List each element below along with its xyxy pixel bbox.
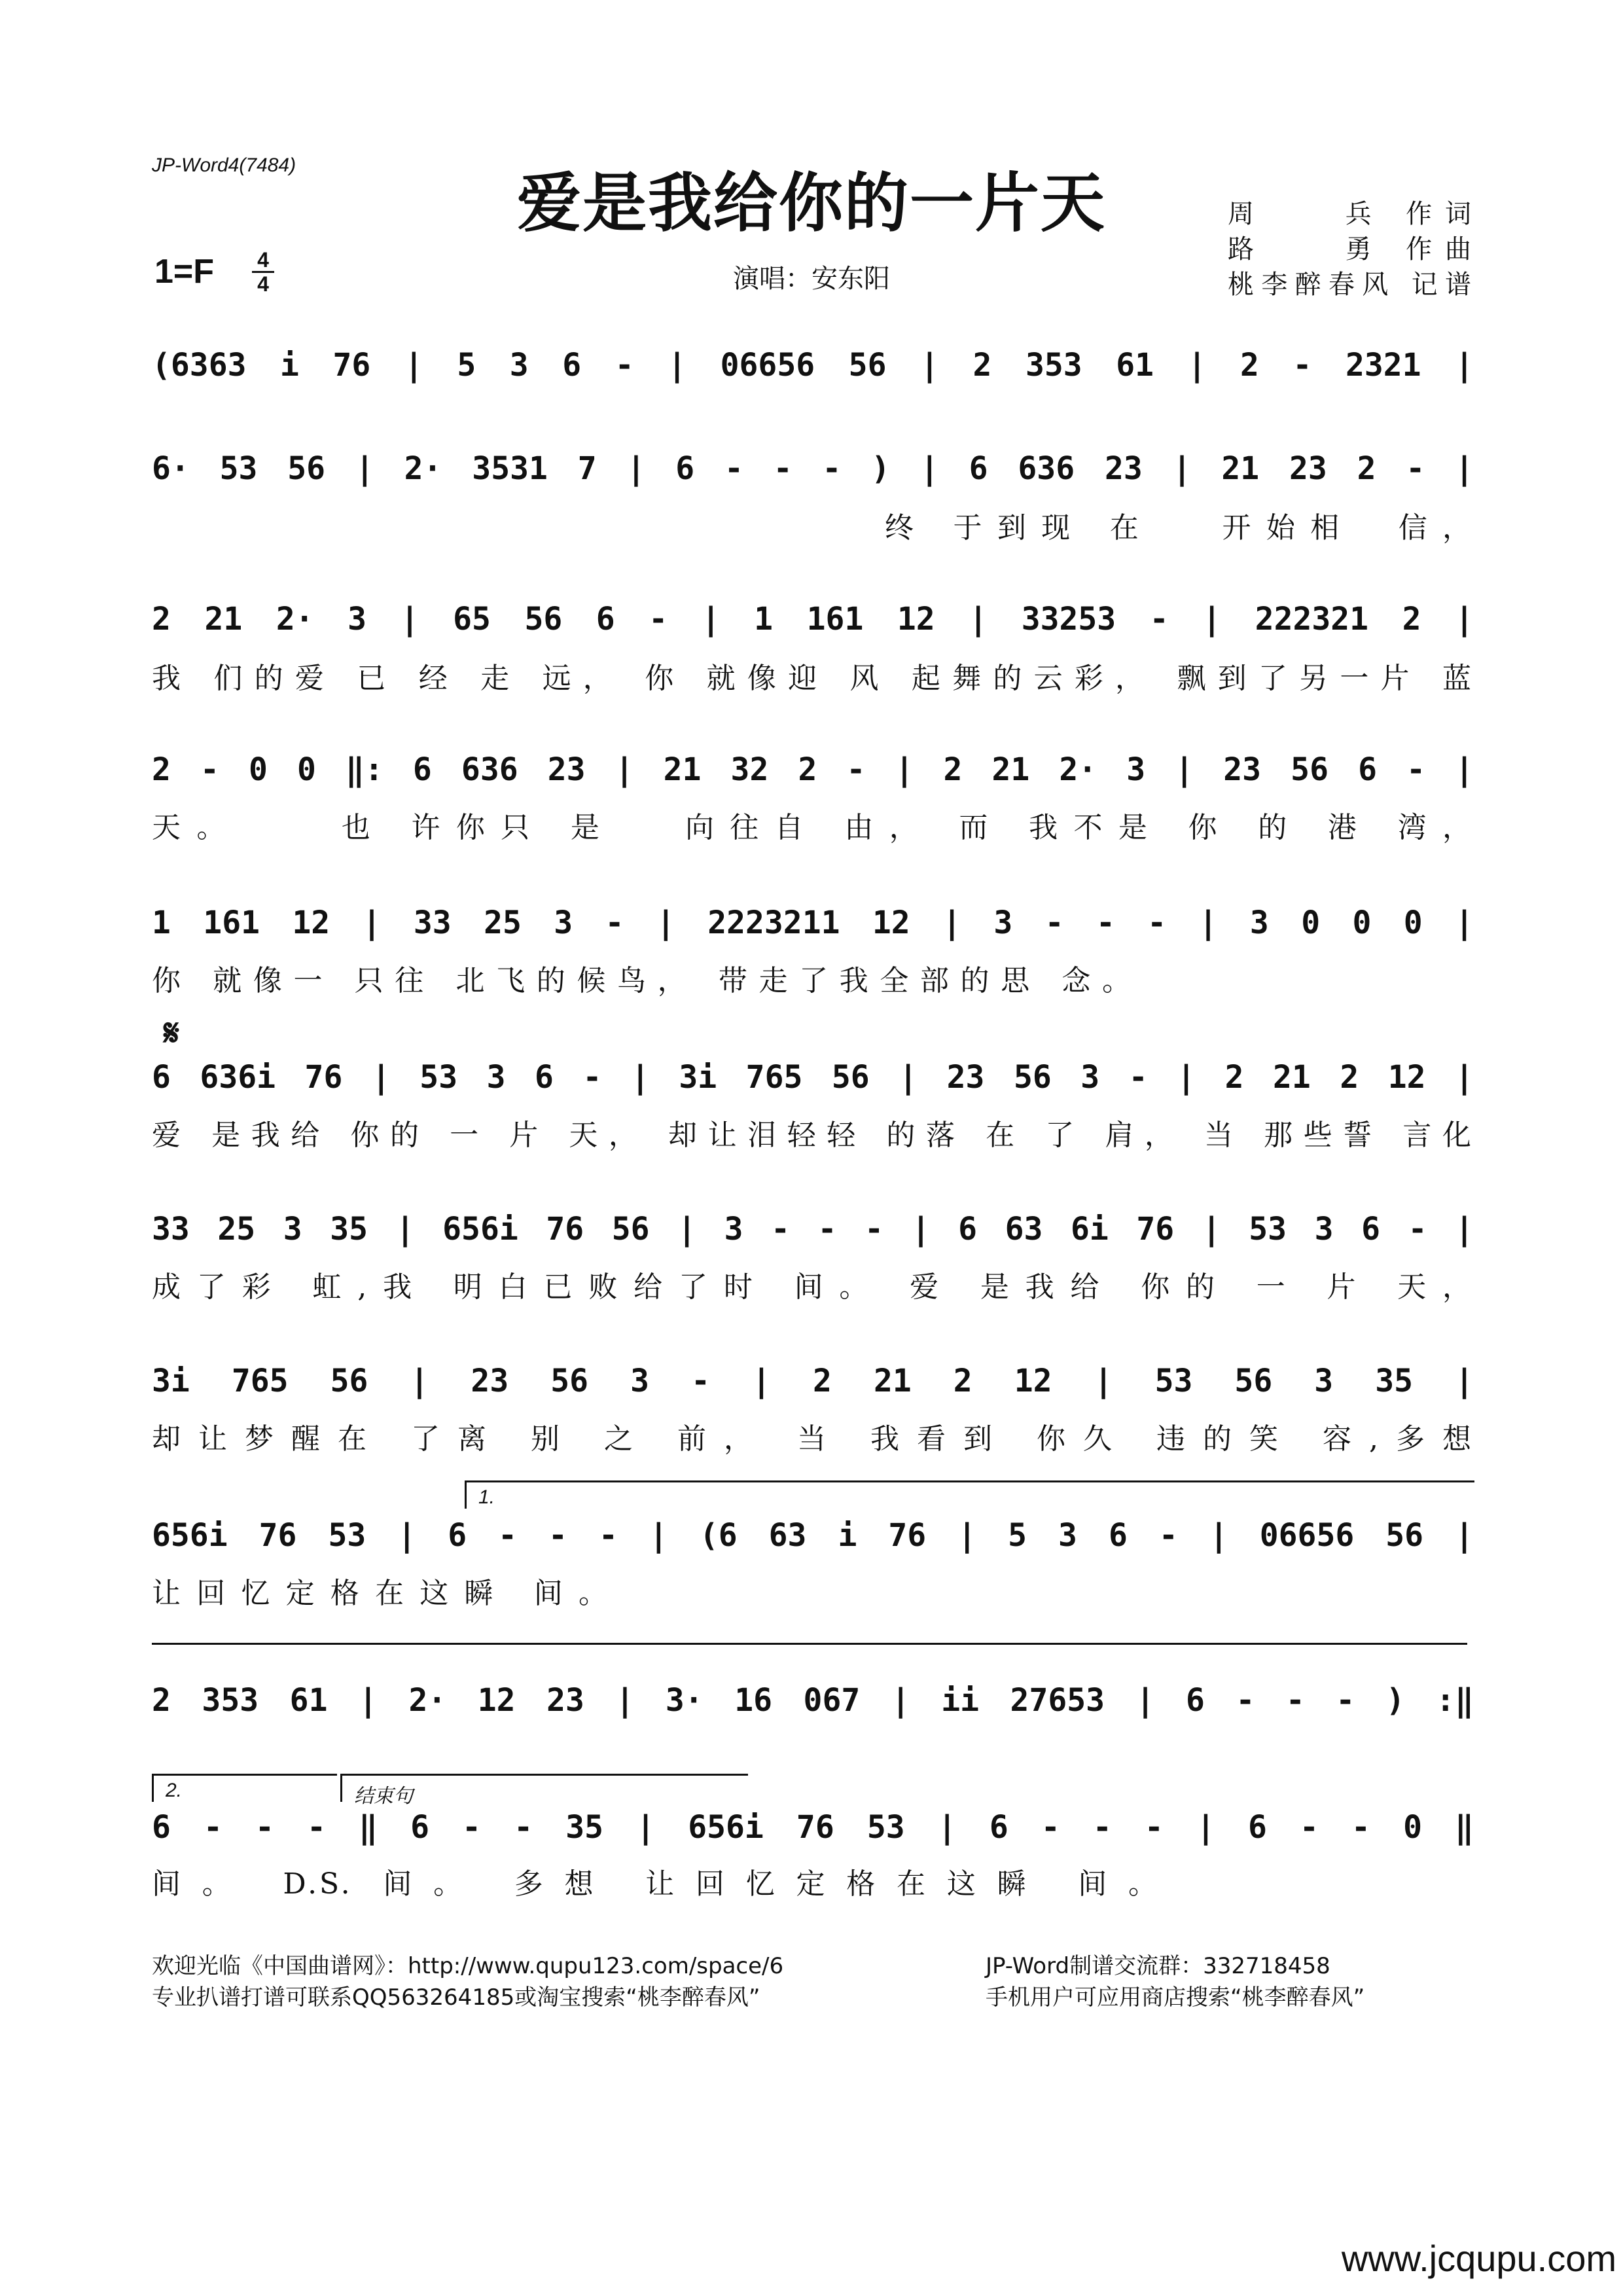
score-line-2-notes: 6· 53 56 | 2· 3531 7 | 6 - - - ) | 6 636 23 | 21 23 2 - | <box>152 450 1474 487</box>
site-watermark: www.jcqupu.com <box>1341 2238 1616 2279</box>
score-line-3-notes: 2 21 2· 3 | 65 56 6 - | 1 161 12 | 33253 - | 222321 2 | <box>152 601 1474 637</box>
coda-label: 结束句 <box>354 1785 413 1808</box>
first-ending-label: 1. <box>478 1486 495 1508</box>
coda-bracket <box>340 1774 748 1808</box>
score-line-6-notes: 6 636i 76 | 53 3 6 - | 3i 765 56 | 23 56 3 - | 2 21 2 12 | <box>152 1059 1474 1096</box>
score-line-7-lyrics: 成了彩 虹,我 明白已败给了时 间。 爱 是我给 你的 一 片 天， <box>152 1270 1474 1304</box>
footer-site-line: 欢迎光临《中国曲谱网》：http://www.qupu123.com/space/6 <box>152 1953 784 1979</box>
first-ending-bracket <box>465 1480 1474 1509</box>
score-line-9-notes: 656i 76 53 | 6 - - - | (6 63 i 76 | 5 3 6 - | 06656 56 | <box>152 1517 1474 1554</box>
score-line-5-notes: 1 161 12 | 33 25 3 - | 2223211 12 | 3 - - - | 3 0 0 0 | <box>152 905 1474 941</box>
score-line-8-lyrics: 却让梦醒在 了离 别 之 前， 当 我看到 你久 违的笑 容,多想 <box>152 1422 1474 1456</box>
score-line-2-lyrics: 终 于到现 在 开始相 信， <box>885 511 1474 545</box>
key-signature: 1=F <box>154 253 215 291</box>
footer-contact-line: 专业扒谱打谱可联系QQ563264185或淘宝搜索“桃李醉春风” <box>152 1984 760 2011</box>
score-line-7-notes: 33 25 3 35 | 656i 76 56 | 3 - - - | 6 63 6i 76 | 53 3 6 - | <box>152 1211 1474 1247</box>
score-line-1-notes: (6363 i 76 | 5 3 6 - | 06656 56 | 2 353 61 | 2 - 2321 | <box>152 347 1474 384</box>
singer-label: 演唱：安东阳 <box>733 264 890 294</box>
score-line-3-lyrics: 我 们的爱 已 经 走 远， 你 就像迎 风 起舞的云彩， 飘到了另一片 蓝 <box>152 662 1474 695</box>
score-line-4-notes: 2 - 0 0 ‖: 6 636 23 | 21 32 2 - | 2 21 2· 3 | 23 56 6 - | <box>152 751 1474 788</box>
footer-group-line: JP-Word制谱交流群：332718458 <box>986 1953 1330 1979</box>
score-line-4-lyrics: 天。 也 许你只 是 向往自 由， 而 我不是 你 的 港 湾， <box>152 811 1474 844</box>
time-denominator: 4 <box>257 272 269 296</box>
score-line-11-lyrics: 间。 D.S. 间。 多想 让回忆定格在这瞬 间。 <box>152 1867 1160 1901</box>
segno-sign: 𝄋 <box>164 1011 180 1054</box>
footer-app-line: 手机用户可应用商店搜索“桃李醉春风” <box>986 1984 1365 2011</box>
score-line-8-notes: 3i 765 56 | 23 56 3 - | 2 21 2 12 | 53 56 3 35 | <box>152 1363 1474 1399</box>
score-line-11-notes: 6 - - - ‖ 6 - - 35 | 656i 76 53 | 6 - - - | 6 - - 0 ‖ <box>152 1809 1474 1846</box>
score-line-5-lyrics: 你 就像一 只往 北飞的候鸟， 带走了我全部的思 念。 <box>152 964 1133 997</box>
footer-left <box>152 1950 783 2013</box>
software-label: JP-Word4(7484) <box>152 154 296 176</box>
time-numerator: 4 <box>257 248 269 272</box>
second-ending-bracket <box>152 1774 337 1802</box>
second-ending-label: 2. <box>166 1780 183 1801</box>
score-line-10-notes: 2 353 61 | 2· 12 23 | 3· 16 067 | ii 27653 | 6 - - - ) :‖ <box>152 1682 1474 1719</box>
transcriber-credit: 桃李醉春风 记谱 <box>1228 270 1471 300</box>
composer-credit: 路 勇 作曲 <box>1228 234 1471 264</box>
song-title: 爱是我给你的一片天 <box>516 166 1106 241</box>
score-line-9-lyrics: 让回忆定格在这瞬 间。 <box>152 1577 610 1610</box>
score-line-6-lyrics: 爱 是我给 你的 一 片 天， 却让泪轻轻 的落 在 了 肩， 当 那些誓 言化 <box>152 1119 1474 1152</box>
footer-right <box>986 1950 1364 2013</box>
lyricist-credit: 周 兵 作词 <box>1228 199 1471 229</box>
first-ending-continuation <box>152 1643 1467 1645</box>
